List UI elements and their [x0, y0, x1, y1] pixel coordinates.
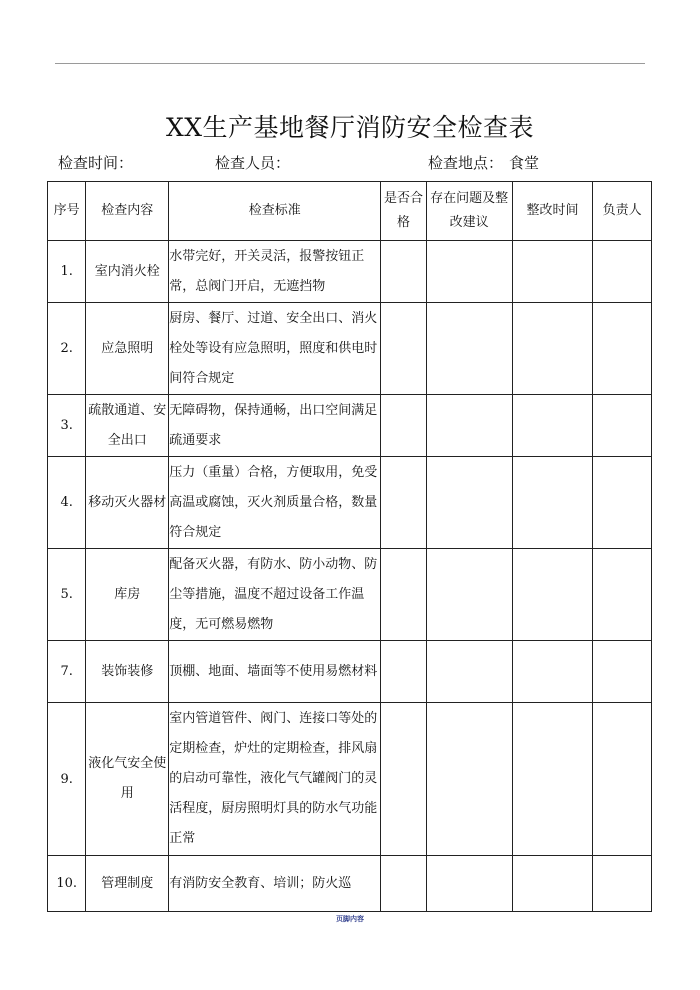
row-qualified-cell[interactable] [381, 641, 426, 703]
row-qualified-cell[interactable] [381, 703, 426, 856]
page-title: XX生产基地餐厅消防安全检查表 [165, 113, 535, 142]
row-qualified-cell[interactable] [381, 303, 426, 395]
inspection-place-label: 检查地点： [428, 154, 504, 172]
row-standard: 有消防安全教育、培训；防火巡 [169, 856, 381, 912]
row-fix-time-cell[interactable] [512, 703, 593, 856]
row-owner-cell[interactable] [593, 241, 652, 303]
row-no: 4. [48, 457, 86, 549]
row-fix-time-cell[interactable] [512, 641, 593, 703]
inspector-label: 检查人员： [215, 154, 291, 172]
row-no: 7. [48, 641, 86, 703]
row-qualified-cell[interactable] [381, 549, 426, 641]
table-row [48, 395, 652, 457]
row-issues-cell[interactable] [426, 395, 512, 457]
header-rule [55, 63, 645, 64]
row-qualified-cell[interactable] [381, 457, 426, 549]
inspection-time-label: 检查时间： [58, 154, 134, 172]
table-row [48, 303, 652, 395]
row-fix-time-cell[interactable] [512, 457, 593, 549]
row-item: 移动灭火器材 [86, 457, 169, 549]
inspection-place-value: 食堂 [509, 154, 540, 172]
table-row [48, 703, 652, 856]
row-issues-cell[interactable] [426, 303, 512, 395]
table-row [48, 457, 652, 549]
row-fix-time-cell[interactable] [512, 856, 593, 912]
row-no: 1. [48, 241, 86, 303]
row-standard: 水带完好，开关灵活，报警按钮正常，总阀门开启，无遮挡物 [169, 241, 381, 303]
row-issues-cell[interactable] [426, 856, 512, 912]
row-owner-cell[interactable] [593, 641, 652, 703]
row-item: 装饰装修 [86, 641, 169, 703]
row-no: 2. [48, 303, 86, 395]
row-issues-cell[interactable] [426, 641, 512, 703]
row-standard: 压力（重量）合格，方便取用，免受高温或腐蚀，灭火剂质量合格，数量符合规定 [169, 457, 381, 549]
row-issues-cell[interactable] [426, 549, 512, 641]
row-item: 管理制度 [86, 856, 169, 912]
row-owner-cell[interactable] [593, 703, 652, 856]
col-header-issues: 存在问题及整改建议 [426, 182, 512, 241]
row-issues-cell[interactable] [426, 703, 512, 856]
page-footer: 页脚内容 [336, 914, 364, 923]
table-header-row [48, 182, 652, 241]
table-row [48, 641, 652, 703]
row-item: 应急照明 [86, 303, 169, 395]
col-header-standard: 检查标准 [169, 182, 381, 241]
row-owner-cell[interactable] [593, 457, 652, 549]
row-standard: 配备灭火器，有防水、防小动物、防尘等措施，温度不超过设备工作温度，无可燃易燃物 [169, 549, 381, 641]
table-row [48, 856, 652, 912]
col-header-fix-time: 整改时间 [512, 182, 593, 241]
row-owner-cell[interactable] [593, 856, 652, 912]
inspection-table [47, 181, 652, 912]
row-qualified-cell[interactable] [381, 395, 426, 457]
row-no: 10. [48, 856, 86, 912]
row-item: 库房 [86, 549, 169, 641]
row-standard: 顶棚、地面、墙面等不使用易燃材料 [169, 641, 381, 703]
row-standard: 厨房、餐厅、过道、安全出口、消火栓处等设有应急照明，照度和供电时间符合规定 [169, 303, 381, 395]
row-owner-cell[interactable] [593, 549, 652, 641]
row-qualified-cell[interactable] [381, 241, 426, 303]
row-fix-time-cell[interactable] [512, 303, 593, 395]
row-item: 液化气安全使用 [86, 703, 169, 856]
row-fix-time-cell[interactable] [512, 241, 593, 303]
table-row [48, 241, 652, 303]
row-qualified-cell[interactable] [381, 856, 426, 912]
row-item: 疏散通道、安全出口 [86, 395, 169, 457]
col-header-qualified: 是否合格 [381, 182, 426, 241]
row-owner-cell[interactable] [593, 303, 652, 395]
row-no: 5. [48, 549, 86, 641]
row-no: 3. [48, 395, 86, 457]
table-row [48, 549, 652, 641]
col-header-item: 检查内容 [86, 182, 169, 241]
row-standard: 无障碍物，保持通畅，出口空间满足疏通要求 [169, 395, 381, 457]
row-issues-cell[interactable] [426, 457, 512, 549]
row-fix-time-cell[interactable] [512, 395, 593, 457]
row-fix-time-cell[interactable] [512, 549, 593, 641]
col-header-no: 序号 [48, 182, 86, 241]
row-item: 室内消火栓 [86, 241, 169, 303]
row-standard: 室内管道管件、阀门、连接口等处的定期检查，炉灶的定期检查，排风扇的启动可靠性，液化气气罐阀门的灵活程度，厨房照明灯具的防水气功能正常 [169, 703, 381, 856]
inspection-place [428, 152, 539, 173]
row-issues-cell[interactable] [426, 241, 512, 303]
row-no: 9. [48, 703, 86, 856]
col-header-owner: 负责人 [593, 182, 652, 241]
row-owner-cell[interactable] [593, 395, 652, 457]
